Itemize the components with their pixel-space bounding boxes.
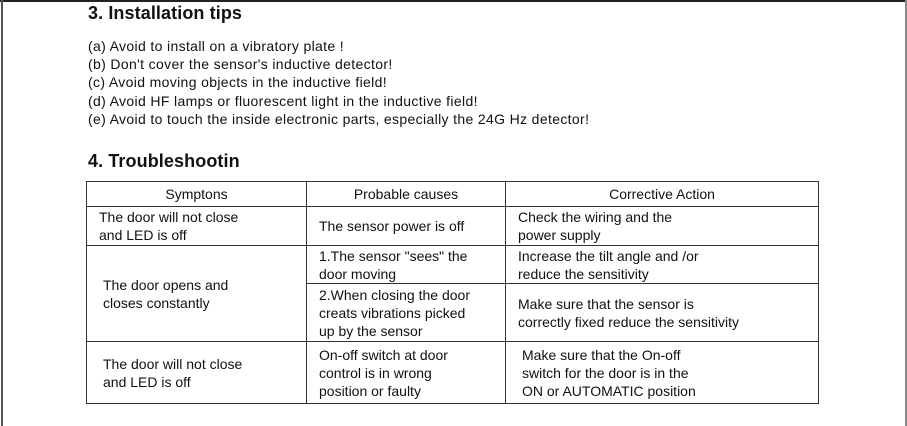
action-cell bbox=[506, 284, 819, 342]
cell-line: and LED is off bbox=[103, 373, 191, 390]
action-cell bbox=[506, 342, 819, 404]
action-cell bbox=[506, 207, 819, 246]
header-symptoms: Symptons bbox=[87, 182, 307, 207]
cell-line: The door will not close bbox=[103, 355, 243, 372]
header-probable-causes: Probable causes bbox=[307, 182, 506, 207]
cell-line: Increase the tilt angle and /or bbox=[518, 247, 699, 264]
cell-line: Check the wiring and the bbox=[518, 209, 673, 225]
cell-line: 1.The sensor "sees" the bbox=[319, 247, 468, 264]
page-top-border bbox=[0, 0, 907, 2]
header-corrective-action: Corrective Action bbox=[506, 182, 819, 207]
cell-line: ON or AUTOMATIC position bbox=[522, 382, 696, 399]
troubleshooting-heading: 4. Troubleshootin bbox=[88, 151, 240, 171]
cell-line: The sensor power is off bbox=[319, 218, 465, 234]
symptom-cell bbox=[87, 342, 307, 404]
troubleshooting-table bbox=[86, 181, 819, 404]
installation-tips-list bbox=[88, 37, 589, 128]
symptom-cell bbox=[87, 207, 307, 246]
cause-cell bbox=[307, 284, 506, 342]
tip-item: (d) Avoid HF lamps or fluorescent light in the inductive field! bbox=[88, 92, 478, 109]
table-row bbox=[87, 342, 819, 404]
cell-line: On-off switch at door bbox=[319, 346, 448, 363]
cell-line: up by the sensor bbox=[319, 322, 423, 339]
cell-line: closes constantly bbox=[103, 294, 210, 311]
cell-line: creats vibrations picked bbox=[319, 304, 466, 321]
cell-line: power supply bbox=[518, 227, 601, 243]
cell-line: Make sure that the On-off bbox=[522, 346, 681, 363]
tip-item: (b) Don't cover the sensor's inductive detector! bbox=[88, 56, 393, 73]
table-row bbox=[87, 246, 819, 284]
table-row bbox=[87, 207, 819, 246]
cell-line: The door opens and bbox=[103, 276, 229, 293]
page-left-border bbox=[1, 0, 3, 426]
cause-cell bbox=[307, 342, 506, 404]
symptom-cell bbox=[87, 246, 307, 342]
cell-line: Make sure that the sensor is bbox=[518, 295, 694, 312]
cell-line: reduce the sensitivity bbox=[518, 265, 649, 282]
cell-line: door moving bbox=[319, 265, 397, 282]
tip-item: (c) Avoid moving objects in the inductive field! bbox=[88, 74, 388, 91]
cause-cell bbox=[307, 207, 506, 246]
cell-line: switch for the door is in the bbox=[522, 364, 689, 381]
cell-line: and LED is off bbox=[99, 227, 187, 243]
action-cell bbox=[506, 246, 819, 284]
cause-cell bbox=[307, 246, 506, 284]
cell-line: The door will not close bbox=[99, 209, 239, 225]
tip-item: (e) Avoid to touch the inside electronic parts, especially the 24G Hz detector! bbox=[88, 110, 590, 127]
table-header-row bbox=[87, 182, 819, 207]
cell-line: position or faulty bbox=[319, 382, 421, 399]
cell-line: 2.When closing the door bbox=[319, 286, 470, 303]
installation-tips-heading: 3. Installation tips bbox=[88, 3, 243, 23]
tip-item: (a) Avoid to install on a vibratory plate ! bbox=[88, 38, 345, 54]
cell-line: control is in wrong bbox=[319, 364, 432, 381]
cell-line: correctly fixed reduce the sensitivity bbox=[518, 313, 739, 330]
